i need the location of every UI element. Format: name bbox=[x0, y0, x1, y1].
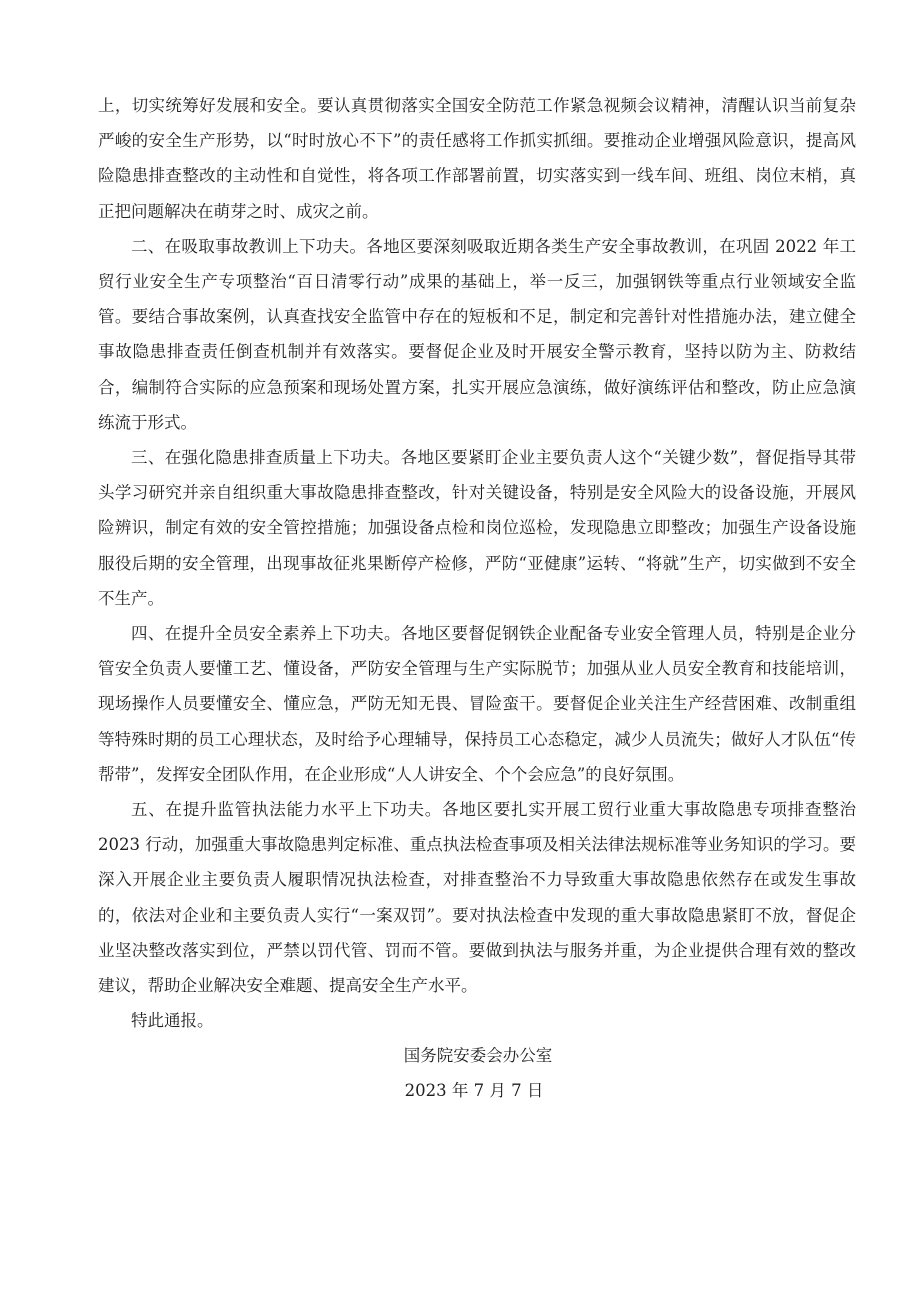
paragraph-lessons-learned: 二、在吸取事故教训上下功夫。各地区要深刻吸取近期各类生产安全事故教训，在巩固 2022 年工贸行业安全生产专项整治“百日清零行动”成果的基础上，举一反三，加强钢铁等重点行业领域安全监管。要结合事故案例，认真查找安全监管中存在的短板和不足，制定和完善针对性措施办法，建立健全事故隐患排查责任倒查机制并有效落实。要督促企业及时开展安全警示教育，坚持以防为主、防救结合，编制符合实际的应急预案和现场处置方案，扎实开展应急演练，做好演练评估和整改，防止应急演练流于形式。 bbox=[98, 236, 856, 432]
paragraph-continuation: 上，切实统筹好发展和安全。要认真贯彻落实全国安全防范工作紧急视频会议精神，清醒认识当前复杂严峻的安全生产形势，以“时时放心不下”的责任感将工作抓实抓细。要推动企业增强风险意识，提高风险隐患排查整改的主动性和自觉性，将各项工作部署前置，切实落实到一线车间、班组、岗位末梢，真正把问题解决在萌芽之时、成灾之前。 bbox=[98, 96, 856, 221]
paragraph-closing-notice: 特此通报。 bbox=[131, 1011, 214, 1031]
paragraph-hazard-inspection: 三、在强化隐患排查质量上下功夫。各地区要紧盯企业主要负责人这个“关键少数”，督促指导其带头学习研究并亲自组织重大事故隐患排查整改，针对关键设备，特别是安全风险大的设备设施，开展风险辨识，制定有效的安全管控措施；加强设备点检和岗位巡检，发现隐患立即整改；加强生产设备设施服役后期的安全管理，出现事故征兆果断停产检修，严防“亚健康”运转、“将就”生产，切实做到不安全不生产。 bbox=[98, 448, 856, 608]
document-body bbox=[98, 88, 856, 1038]
signature-date: 2023 年 7 月 7 日 bbox=[404, 1081, 544, 1100]
paragraph-enforcement-capacity: 五、在提升监管执法能力水平上下功夫。各地区要扎实开展工贸行业重大事故隐患专项排查整治 2023 行动，加强重大事故隐患判定标准、重点执法检查事项及相关法律法规标准等业务知识的学习。要深入开展企业主要负责人履职情况执法检查，对排查整治不力导致重大事故隐患依然存在或发生事故的，依法对企业和主要负责人实行“一案双罚”。要对执法检查中发现的重大事故隐患紧盯不放，督促企业坚决整改落实到位，严禁以罚代管、罚而不管。要做到执法与服务并重，为企业提供合理有效的整改建议，帮助企业解决安全难题、提高安全生产水平。 bbox=[98, 800, 856, 996]
paragraph-staff-safety-literacy: 四、在提升全员安全素养上下功夫。各地区要督促钢铁企业配备专业安全管理人员，特别是企业分管安全负责人要懂工艺、懂设备，严防安全管理与生产实际脱节；加强从业人员安全教育和技能培训，现场操作人员要懂安全、懂应急，严防无知无畏、冒险蛮干。要督促企业关注生产经营困难、改制重组等特殊时期的员工心理状态，及时给予心理辅导，保持员工心态稳定，减少人员流失；做好人才队伍“传帮带”，发挥安全团队作用，在企业形成“人人讲安全、个个会应急”的良好氛围。 bbox=[98, 624, 856, 784]
signature-organization: 国务院安委会办公室 bbox=[403, 1046, 553, 1065]
